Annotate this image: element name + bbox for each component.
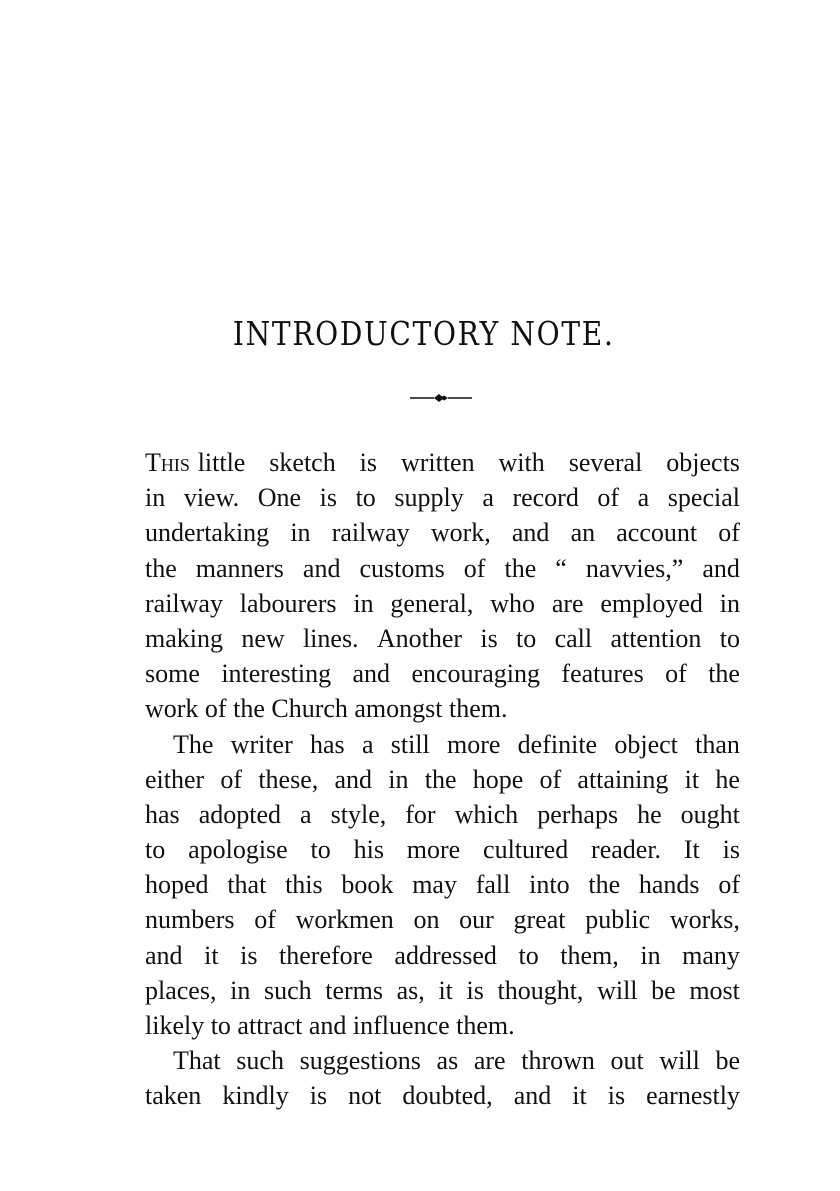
page-title: INTRODUCTORY NOTE. (232, 314, 615, 353)
word: which (454, 799, 519, 829)
word: in (388, 764, 409, 794)
text-line (145, 727, 740, 762)
word: One (257, 483, 302, 513)
word: public (585, 905, 651, 935)
word: this (285, 870, 323, 900)
word: record (512, 483, 579, 513)
word: of (718, 518, 740, 548)
line-text (190, 445, 740, 480)
word: undertaking (145, 518, 270, 548)
word: in (145, 483, 166, 513)
word: these, (258, 764, 319, 794)
word: more (406, 835, 461, 865)
word: on (413, 905, 440, 935)
word: the (708, 659, 740, 689)
text-line (145, 551, 740, 586)
word: and (145, 940, 183, 970)
word: that (227, 870, 267, 900)
text-line (145, 480, 740, 515)
word: view. (183, 483, 240, 513)
word: encouraging (411, 659, 540, 689)
word: more (447, 729, 501, 759)
paragraph-lead-word: This (145, 448, 190, 477)
word: will (659, 1046, 700, 1076)
word: has (145, 799, 180, 829)
word: a (300, 799, 312, 829)
word: is (240, 940, 258, 970)
word: attention (610, 623, 702, 653)
word: cultured (483, 835, 569, 865)
word: railway (145, 588, 223, 618)
word: of (463, 553, 486, 583)
word: such (263, 975, 312, 1005)
word: are (473, 1046, 506, 1076)
word: It (683, 835, 700, 865)
word: customs (359, 553, 445, 583)
word: call (554, 623, 593, 653)
word: a (482, 483, 494, 513)
word: thrown (521, 1046, 595, 1076)
word: such (236, 1046, 284, 1076)
word: workmen (295, 905, 394, 935)
word: suggestions (299, 1046, 421, 1076)
word: for (405, 799, 436, 829)
word: object (614, 729, 678, 759)
word: of (718, 870, 740, 900)
word: is (466, 975, 484, 1005)
word: as (436, 1046, 459, 1076)
text-line (145, 973, 740, 1008)
word: perhaps (537, 799, 619, 829)
word: hands (638, 870, 700, 900)
word: employed (600, 588, 703, 618)
text-line (145, 656, 740, 691)
word: definite (517, 729, 598, 759)
word: either (145, 764, 205, 794)
ornament-divider-icon (410, 390, 472, 404)
paragraph-1 (145, 445, 740, 727)
text-line (145, 832, 740, 867)
word: in (230, 975, 251, 1005)
word: our (459, 905, 494, 935)
word: and (513, 1081, 552, 1111)
text-line (145, 1043, 740, 1078)
word: of (665, 659, 687, 689)
word: in (719, 588, 740, 618)
word: therefore (279, 940, 373, 970)
word: the (588, 870, 621, 900)
word: are (551, 588, 584, 618)
word: is (480, 623, 498, 653)
word: work, (430, 518, 491, 548)
word: out (610, 1046, 644, 1076)
word: to (518, 940, 539, 970)
word: special (667, 483, 740, 513)
word: and (702, 553, 740, 583)
word: book (341, 870, 394, 900)
word: writer (230, 729, 293, 759)
text-line (145, 445, 740, 480)
word: fall (475, 870, 511, 900)
word: the (424, 764, 457, 794)
word: the (145, 553, 177, 583)
word: in (353, 588, 374, 618)
word: That (173, 1046, 221, 1076)
text-line (145, 515, 740, 550)
word: addressed (394, 940, 497, 970)
word: Another (376, 623, 463, 653)
text-line: work of the Church amongst them. (145, 694, 508, 724)
word: hope (472, 764, 524, 794)
word: to (719, 623, 740, 653)
word: apologise (188, 835, 288, 865)
word: and (352, 659, 391, 689)
paragraph-2 (145, 727, 740, 1044)
word: sketch (269, 448, 336, 477)
word: an (570, 518, 596, 548)
word: The (173, 729, 214, 759)
word: supply (394, 483, 464, 513)
word: and (334, 764, 373, 794)
word: numbers (145, 905, 235, 935)
word: may (412, 870, 457, 900)
word: general, (390, 588, 474, 618)
word: kindly (222, 1081, 289, 1111)
word: account (616, 518, 698, 548)
word: of (539, 764, 562, 794)
word: and (302, 553, 341, 583)
word: he (637, 799, 662, 829)
word: earnestly (646, 1081, 740, 1111)
word: his (353, 835, 384, 865)
word: into (529, 870, 570, 900)
word: style, (330, 799, 387, 829)
word: several (568, 448, 643, 477)
paragraph-3 (145, 1043, 740, 1113)
word: is (607, 1081, 626, 1111)
text-line (145, 1078, 740, 1113)
text-line (145, 621, 740, 656)
word: manners (195, 553, 284, 583)
word: to (516, 623, 537, 653)
word: making (145, 623, 223, 653)
word: little (197, 448, 246, 477)
word: to (310, 835, 331, 865)
word: has (310, 729, 345, 759)
word: will (597, 975, 638, 1005)
word: attaining (577, 764, 669, 794)
word: it (204, 940, 219, 970)
text-line (145, 902, 740, 937)
word: “ (555, 553, 567, 583)
word: to (355, 483, 376, 513)
text-line (145, 586, 740, 621)
word: adopted (198, 799, 282, 829)
word: railway (331, 518, 410, 548)
word: is (359, 448, 377, 477)
word: interesting (221, 659, 332, 689)
word: is (722, 835, 740, 865)
word: not (348, 1081, 382, 1111)
word: still (390, 729, 430, 759)
body-text (145, 445, 740, 1114)
text-line (145, 762, 740, 797)
word: he (715, 764, 740, 794)
word: be (715, 1046, 740, 1076)
word: it (684, 764, 700, 794)
word: to (145, 835, 166, 865)
word: navvies,” (585, 553, 684, 583)
word: than (695, 729, 740, 759)
word: ought (680, 799, 740, 829)
text-line: likely to attract and influence them. (145, 1011, 515, 1040)
word: terms (325, 975, 384, 1005)
word: reader. (591, 835, 662, 865)
word: a (637, 483, 650, 513)
word: is (319, 483, 337, 513)
word: labourers (239, 588, 337, 618)
word: lines. (302, 623, 359, 653)
word: in (640, 940, 661, 970)
word: written (400, 448, 475, 477)
word: in (290, 518, 311, 548)
word: thought, (497, 975, 584, 1005)
word: most (689, 975, 740, 1005)
word: objects (666, 448, 740, 477)
word: them, (560, 940, 619, 970)
word: and (511, 518, 550, 548)
word: who (490, 588, 535, 618)
word: hoped (145, 870, 209, 900)
word: doubted, (402, 1081, 493, 1111)
word: as, (396, 975, 425, 1005)
word: a (361, 729, 374, 759)
text-line (145, 867, 740, 902)
word: it (438, 975, 453, 1005)
text-line (145, 938, 740, 973)
word: great (513, 905, 566, 935)
word: new (241, 623, 285, 653)
word: of (597, 483, 620, 513)
word: some (145, 659, 200, 689)
text-line (145, 797, 740, 832)
word: of (220, 764, 243, 794)
word: it (572, 1081, 587, 1111)
word: is (309, 1081, 328, 1111)
word: be (651, 975, 676, 1005)
word: of (254, 905, 276, 935)
word: places, (145, 975, 217, 1005)
word: the (504, 553, 537, 583)
word: works, (669, 905, 740, 935)
word: features (561, 659, 644, 689)
word: taken (145, 1081, 202, 1111)
word: with (498, 448, 545, 477)
word: many (682, 940, 740, 970)
